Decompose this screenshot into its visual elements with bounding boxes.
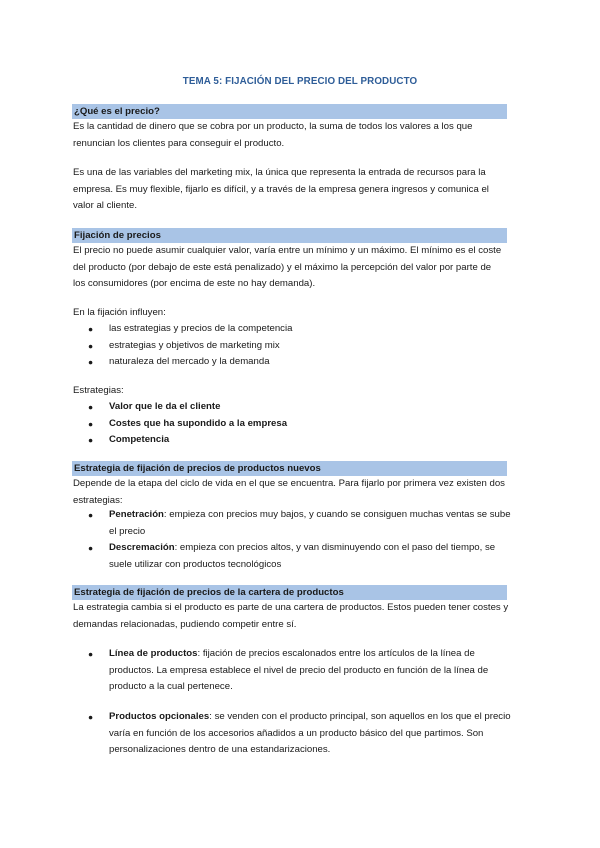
text-line: : empieza con precios altos, y van disminuyendo con el paso del tiempo, se <box>174 542 496 553</box>
label-influyen: En la fijación influyen: <box>73 307 166 318</box>
paragraph-cartera <box>73 600 528 633</box>
list-item: ● Competencia <box>73 432 528 449</box>
paragraph-rango-precio <box>73 243 528 293</box>
term: Descremación <box>109 542 175 553</box>
text-line: los consumidores (por encima de este no hay demanda). <box>73 278 316 289</box>
list-item: ● Costes que ha supondido a la empresa <box>73 416 528 433</box>
term: Penetración <box>109 509 164 520</box>
text-line: El precio no puede asumir cualquier valor, varía entre un mínimo y un máximo. El mínimo es el coste <box>73 245 502 256</box>
text-line: varía en función de los accesorios añadidos a un producto básico del que partimos. Son <box>109 727 484 739</box>
list-estrategias <box>73 399 528 449</box>
list-estrategias-nuevos <box>73 507 528 573</box>
text-line: renuncian los clientes para conseguir el producto. <box>73 137 285 149</box>
text-line: del producto (por debajo de este está penalizado) y el máximo la percepción del valor por parte de <box>73 261 492 273</box>
text-line: : empieza con precios muy bajos, y cuando se consiguen muchas ventas se sube <box>163 509 511 520</box>
text-line: Depende de la etapa del ciclo de vida en el que se encuentra. Para fijarlo por primera vez existen dos <box>73 478 505 489</box>
text-line: personalizaciones dentro de una estandarizaciones. <box>109 744 331 755</box>
list-influyen <box>73 321 528 371</box>
section-heading-precio: ¿Qué es el precio? <box>72 104 507 119</box>
text-line: productos. La empresa establece el nivel de precio del producto en función de la línea de <box>109 664 489 676</box>
text-line: demandas relacionadas, pudiendo competir entre sí. <box>73 618 297 630</box>
page-title: TEMA 5: FIJACIÓN DEL PRECIO DEL PRODUCTO <box>182 76 418 87</box>
section-heading-fijacion: Fijación de precios <box>72 228 507 243</box>
text-line: valor al cliente. <box>73 200 137 211</box>
section-heading-cartera: Estrategia de fijación de precios de la cartera de productos <box>72 585 507 600</box>
section-heading-productos-nuevos: Estrategia de fijación de precios de productos nuevos <box>72 461 507 476</box>
paragraph-ciclo-vida <box>73 476 528 509</box>
list-item-descremacion <box>73 540 528 573</box>
text-line: : se venden con el producto principal, son aquellos en los que el precio <box>209 711 511 722</box>
text-line: empresa. Es muy flexible, fijarlo es difícil, y a través de la empresa genera ingresos y comunica el <box>73 183 489 195</box>
list-item: ● estrategias y objetivos de marketing mix <box>73 338 528 355</box>
text-line: : fijación de precios escalonados entre los artículos de la línea de <box>197 648 475 659</box>
text-line: Es una de las variables del marketing mix, la única que representa la entrada de recursos para la <box>73 167 486 178</box>
list-item-penetracion <box>73 507 528 540</box>
text-line: Es la cantidad de dinero que se cobra por un producto, la suma de todos los valores a los que <box>73 121 473 132</box>
list-item-productos-opcionales <box>73 709 528 759</box>
label-estrategias: Estrategias: <box>73 385 124 396</box>
text-line: el precio <box>109 525 146 537</box>
list-item-linea-productos <box>73 646 528 696</box>
paragraph-marketing-mix <box>73 165 528 215</box>
list-productos-opcionales <box>73 709 528 759</box>
list-item: ● naturaleza del mercado y la demanda <box>73 354 528 371</box>
list-item: ● las estrategias y precios de la competencia <box>73 321 528 338</box>
list-linea-productos <box>73 646 528 696</box>
text-line: suele utilizar con productos tecnológicos <box>109 558 282 570</box>
term: Línea de productos <box>109 648 198 659</box>
paragraph-precio-definicion <box>73 119 528 152</box>
list-item: ● Valor que le da el cliente <box>73 399 528 416</box>
text-line: estrategias: <box>73 494 123 506</box>
term: Productos opcionales <box>109 711 210 722</box>
text-line: producto a la cual pertenece. <box>109 681 233 692</box>
text-line: La estrategia cambia si el producto es parte de una cartera de productos. Estos pueden tener costes y <box>73 602 509 613</box>
